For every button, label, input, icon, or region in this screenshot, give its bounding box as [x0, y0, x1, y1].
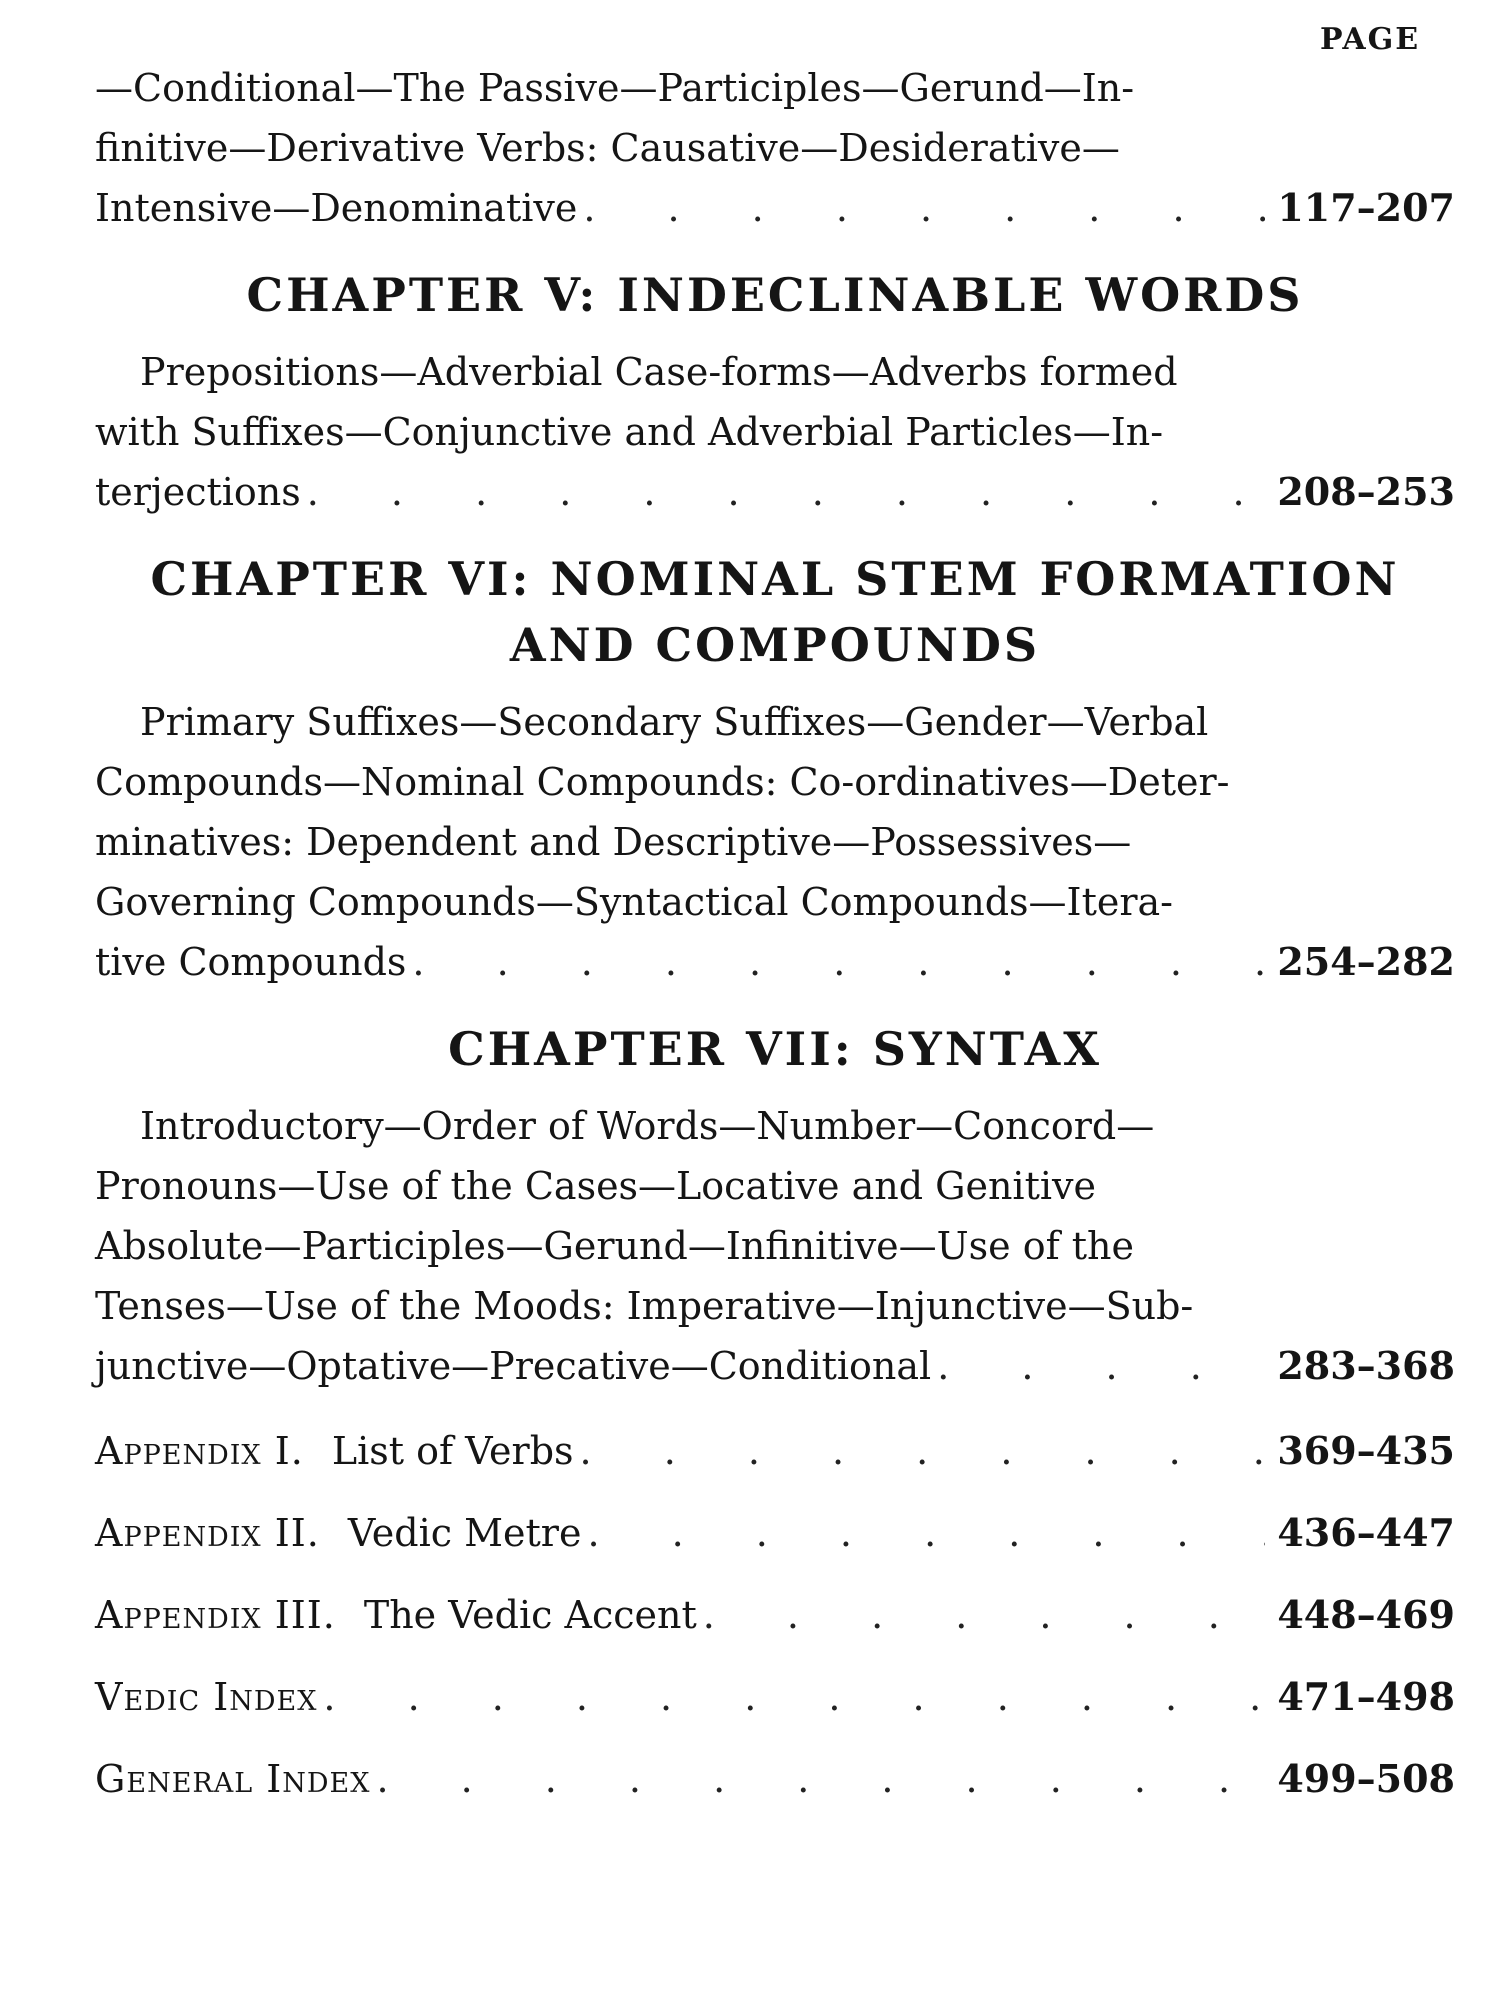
dot-leader	[580, 1410, 1266, 1492]
dot-leader	[587, 1492, 1265, 1574]
entry-last-line	[95, 1410, 1455, 1492]
entry-line: Prepositions—Adverbial Case-forms—Adverbs formed	[140, 350, 1178, 394]
entry-text: terjections	[95, 470, 301, 514]
entry-last-line	[95, 1492, 1455, 1574]
appendix-2-entry	[95, 1492, 1455, 1574]
appendix-title: The Vedic Accent	[363, 1593, 697, 1637]
entry-line: Introductory—Order of Words—Number—Concord—	[140, 1104, 1155, 1148]
chapter-7-heading: CHAPTER VII: SYNTAX	[448, 1022, 1102, 1076]
appendix-label: Appendix III.	[95, 1593, 336, 1637]
chapter-6-heading-line-1: CHAPTER VI: NOMINAL STEM FORMATION	[150, 552, 1400, 606]
entry-line: Primary Suffixes—Secondary Suffixes—Gender—Verbal	[140, 700, 1209, 744]
entry-last-line	[95, 178, 1455, 238]
entry-text: Intensive—Denominative	[95, 186, 578, 230]
appendix-label: Appendix I.	[95, 1429, 304, 1473]
appendix-title: Vedic Metre	[347, 1511, 582, 1555]
appendix-1-entry	[95, 1410, 1455, 1492]
entry-line: —Conditional—The Passive—Participles—Gerund—In-	[95, 66, 1135, 110]
dot-leader	[307, 462, 1266, 522]
vedic-index-entry	[95, 1656, 1455, 1738]
page-range: 436–447	[1277, 1510, 1455, 1555]
page-column-label: PAGE	[1320, 22, 1421, 57]
entry-text: junctive—Optative—Precative—Conditional	[95, 1344, 932, 1388]
page-range: 499–508	[1277, 1756, 1455, 1801]
index-label: General Index	[95, 1757, 371, 1801]
entry-line: Absolute—Participles—Gerund—Infinitive—Use of the	[95, 1224, 1135, 1268]
entry-last-line	[95, 1738, 1455, 1820]
page-range: 283–368	[1277, 1343, 1455, 1388]
chapter-6-heading-line-2: AND COMPOUNDS	[509, 618, 1041, 672]
entry-line: minatives: Dependent and Descriptive—Possessives—	[95, 820, 1132, 864]
appendix-title: List of Verbs	[331, 1429, 574, 1473]
page-range: 448–469	[1277, 1592, 1455, 1637]
entry-last-line	[95, 932, 1455, 992]
entry-last-line	[95, 1336, 1455, 1396]
page-range: 254–282	[1277, 939, 1455, 984]
general-index-entry	[95, 1738, 1455, 1820]
dot-leader	[323, 1656, 1265, 1738]
chapter-4-entry	[95, 58, 1455, 238]
entry-line: Pronouns—Use of the Cases—Locative and Genitive	[95, 1164, 1096, 1208]
dot-leader	[703, 1574, 1266, 1656]
entry-line: with Suffixes—Conjunctive and Adverbial Particles—In-	[95, 410, 1164, 454]
dot-leader	[583, 178, 1265, 238]
entry-line: finitive—Derivative Verbs: Causative—Desiderative—	[95, 126, 1120, 170]
entry-line: Tenses—Use of the Moods: Imperative—Injunctive—Sub-	[95, 1284, 1194, 1328]
chapter-7-entry	[95, 1096, 1455, 1396]
page-range: 369–435	[1277, 1428, 1455, 1473]
chapter-5-entry	[95, 342, 1455, 522]
table-of-contents	[95, 58, 1455, 1820]
entry-line: Governing Compounds—Syntactical Compounds—Itera-	[95, 880, 1173, 924]
page-range: 117–207	[1277, 185, 1455, 230]
dot-leader	[937, 1336, 1265, 1396]
index-label: Vedic Index	[95, 1675, 318, 1719]
chapter-6-entry	[95, 692, 1455, 992]
page-range: 471–498	[1277, 1674, 1455, 1719]
chapter-5-heading: CHAPTER V: INDECLINABLE WORDS	[246, 268, 1304, 322]
entry-text: tive Compounds	[95, 940, 407, 984]
dot-leader	[412, 932, 1265, 992]
appendix-label: Appendix II.	[95, 1511, 320, 1555]
chapter-6-heading	[95, 546, 1455, 678]
entry-last-line	[95, 1656, 1455, 1738]
entry-line: Compounds—Nominal Compounds: Co-ordinatives—Deter-	[95, 760, 1230, 804]
page-range: 208–253	[1277, 469, 1455, 514]
entry-last-line	[95, 462, 1455, 522]
appendix-3-entry	[95, 1574, 1455, 1656]
entry-last-line	[95, 1574, 1455, 1656]
dot-leader	[376, 1738, 1265, 1820]
